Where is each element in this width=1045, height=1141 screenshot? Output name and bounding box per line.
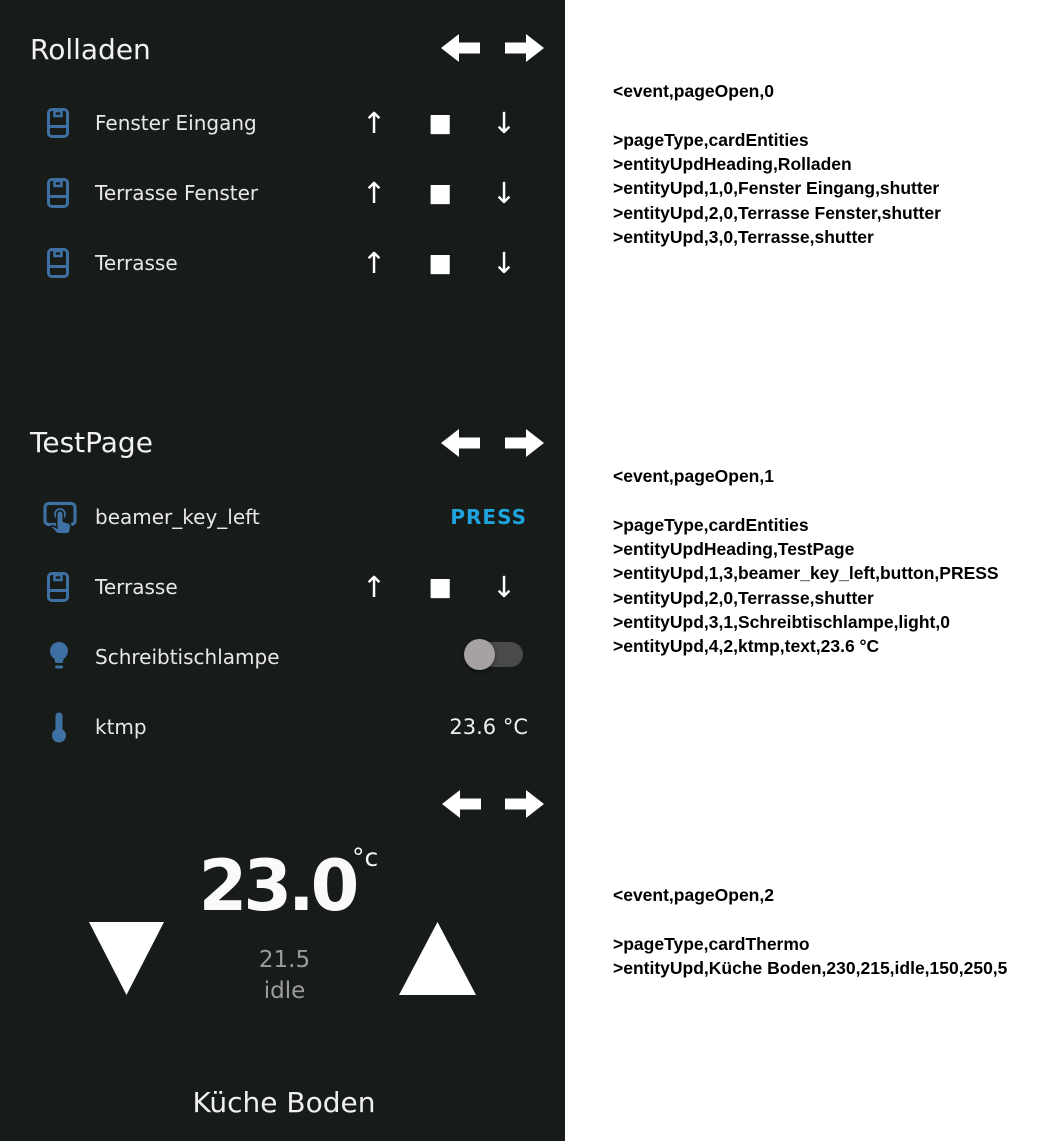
log-line: >entityUpdHeading,TestPage <box>613 538 855 559</box>
prev-page-button[interactable] <box>440 33 480 63</box>
log-line: >entityUpd,1,3,beamer_key_left,button,PRESS <box>613 563 999 584</box>
tap-button-icon <box>43 500 77 540</box>
serial-log-block-1 <box>613 79 1043 249</box>
shutter-stop-button[interactable]: ■ <box>428 248 452 277</box>
entity-label: Fenster Eingang <box>95 111 257 135</box>
shutter-stop-button[interactable]: ■ <box>428 108 452 137</box>
entity-row <box>0 243 565 283</box>
thermometer-icon <box>51 711 67 747</box>
shutter-down-button[interactable]: ↓ <box>491 246 517 280</box>
log-line <box>613 488 1043 512</box>
arrow-left-icon <box>440 428 480 458</box>
log-line: >pageType,cardEntities <box>613 129 809 150</box>
entity-label: beamer_key_left <box>95 505 260 529</box>
entity-row <box>0 497 565 537</box>
shutter-down-button[interactable]: ↓ <box>491 106 517 140</box>
arrow-right-icon <box>505 789 545 819</box>
thermostat-name: Küche Boden <box>192 1086 376 1119</box>
shutter-stop-button[interactable]: ■ <box>428 572 452 601</box>
log-line: <event,pageOpen,0 <box>613 81 774 101</box>
entity-label: Terrasse <box>95 251 178 275</box>
next-page-button[interactable] <box>505 33 545 63</box>
light-toggle[interactable] <box>467 642 523 667</box>
log-line: >entityUpd,4,2,ktmp,text,23.6 °C <box>613 636 880 657</box>
log-line: >entityUpd,2,0,Terrasse Fenster,shutter <box>613 202 941 223</box>
shutter-up-button[interactable]: ↑ <box>361 106 387 140</box>
entity-row <box>0 103 565 143</box>
shutter-down-button[interactable]: ↓ <box>491 176 517 210</box>
temp-unit: °c <box>352 843 379 872</box>
entity-row <box>0 637 565 677</box>
entity-row <box>0 567 565 607</box>
shutter-icon <box>47 572 69 606</box>
shutter-icon <box>47 178 69 212</box>
serial-log-block-2 <box>613 464 1043 659</box>
arrow-left-icon <box>440 33 480 63</box>
entity-row <box>0 707 565 747</box>
arrow-right-icon <box>505 33 545 63</box>
log-line <box>613 103 1043 127</box>
arrow-left-icon <box>441 789 481 819</box>
shutter-up-button[interactable]: ↑ <box>361 246 387 280</box>
card-heading: TestPage <box>30 426 153 459</box>
log-line: >entityUpd,Küche Boden,230,215,idle,150,250,5 <box>613 957 1008 978</box>
triangle-up-icon <box>398 921 477 996</box>
log-line <box>613 907 1043 931</box>
shutter-down-button[interactable]: ↓ <box>491 570 517 604</box>
log-line: >entityUpd,2,0,Terrasse,shutter <box>613 587 874 608</box>
temp-down-button[interactable] <box>88 921 165 996</box>
shutter-icon <box>47 108 69 142</box>
next-page-button[interactable] <box>505 428 545 458</box>
log-line: <event,pageOpen,1 <box>613 466 774 486</box>
prev-page-button[interactable] <box>441 789 481 819</box>
card-heading: Rolladen <box>30 33 151 66</box>
shutter-up-button[interactable]: ↑ <box>361 570 387 604</box>
serial-log-block-3 <box>613 883 1043 980</box>
prev-page-button[interactable] <box>440 428 480 458</box>
press-button[interactable]: PRESS <box>450 505 527 529</box>
arrow-right-icon <box>505 428 545 458</box>
temp-up-button[interactable] <box>398 921 477 996</box>
lightbulb-icon <box>48 641 70 677</box>
log-line: <event,pageOpen,2 <box>613 885 774 905</box>
log-line: >pageType,cardThermo <box>613 933 810 954</box>
triangle-down-icon <box>88 921 165 996</box>
log-line: >entityUpdHeading,Rolladen <box>613 153 852 174</box>
log-line: >entityUpd,3,1,Schreibtischlampe,light,0 <box>613 611 950 632</box>
target-temp: 21.5 <box>258 947 311 973</box>
entity-label: Schreibtischlampe <box>95 645 280 669</box>
shutter-icon <box>47 248 69 282</box>
toggle-knob <box>464 639 495 670</box>
log-line: >entityUpd,3,0,Terrasse,shutter <box>613 226 874 247</box>
entity-label: Terrasse <box>95 575 178 599</box>
shutter-up-button[interactable]: ↑ <box>361 176 387 210</box>
log-line: >entityUpd,1,0,Fenster Eingang,shutter <box>613 178 940 199</box>
entity-label: ktmp <box>95 715 147 739</box>
entity-label: Terrasse Fenster <box>95 181 259 205</box>
shutter-stop-button[interactable]: ■ <box>428 178 452 207</box>
current-temp: 23.0 <box>198 845 356 927</box>
sensor-value: 23.6 °C <box>449 715 528 739</box>
entity-row <box>0 173 565 213</box>
hvac-state: idle <box>263 978 306 1004</box>
log-line: >pageType,cardEntities <box>613 514 809 535</box>
next-page-button[interactable] <box>505 789 545 819</box>
